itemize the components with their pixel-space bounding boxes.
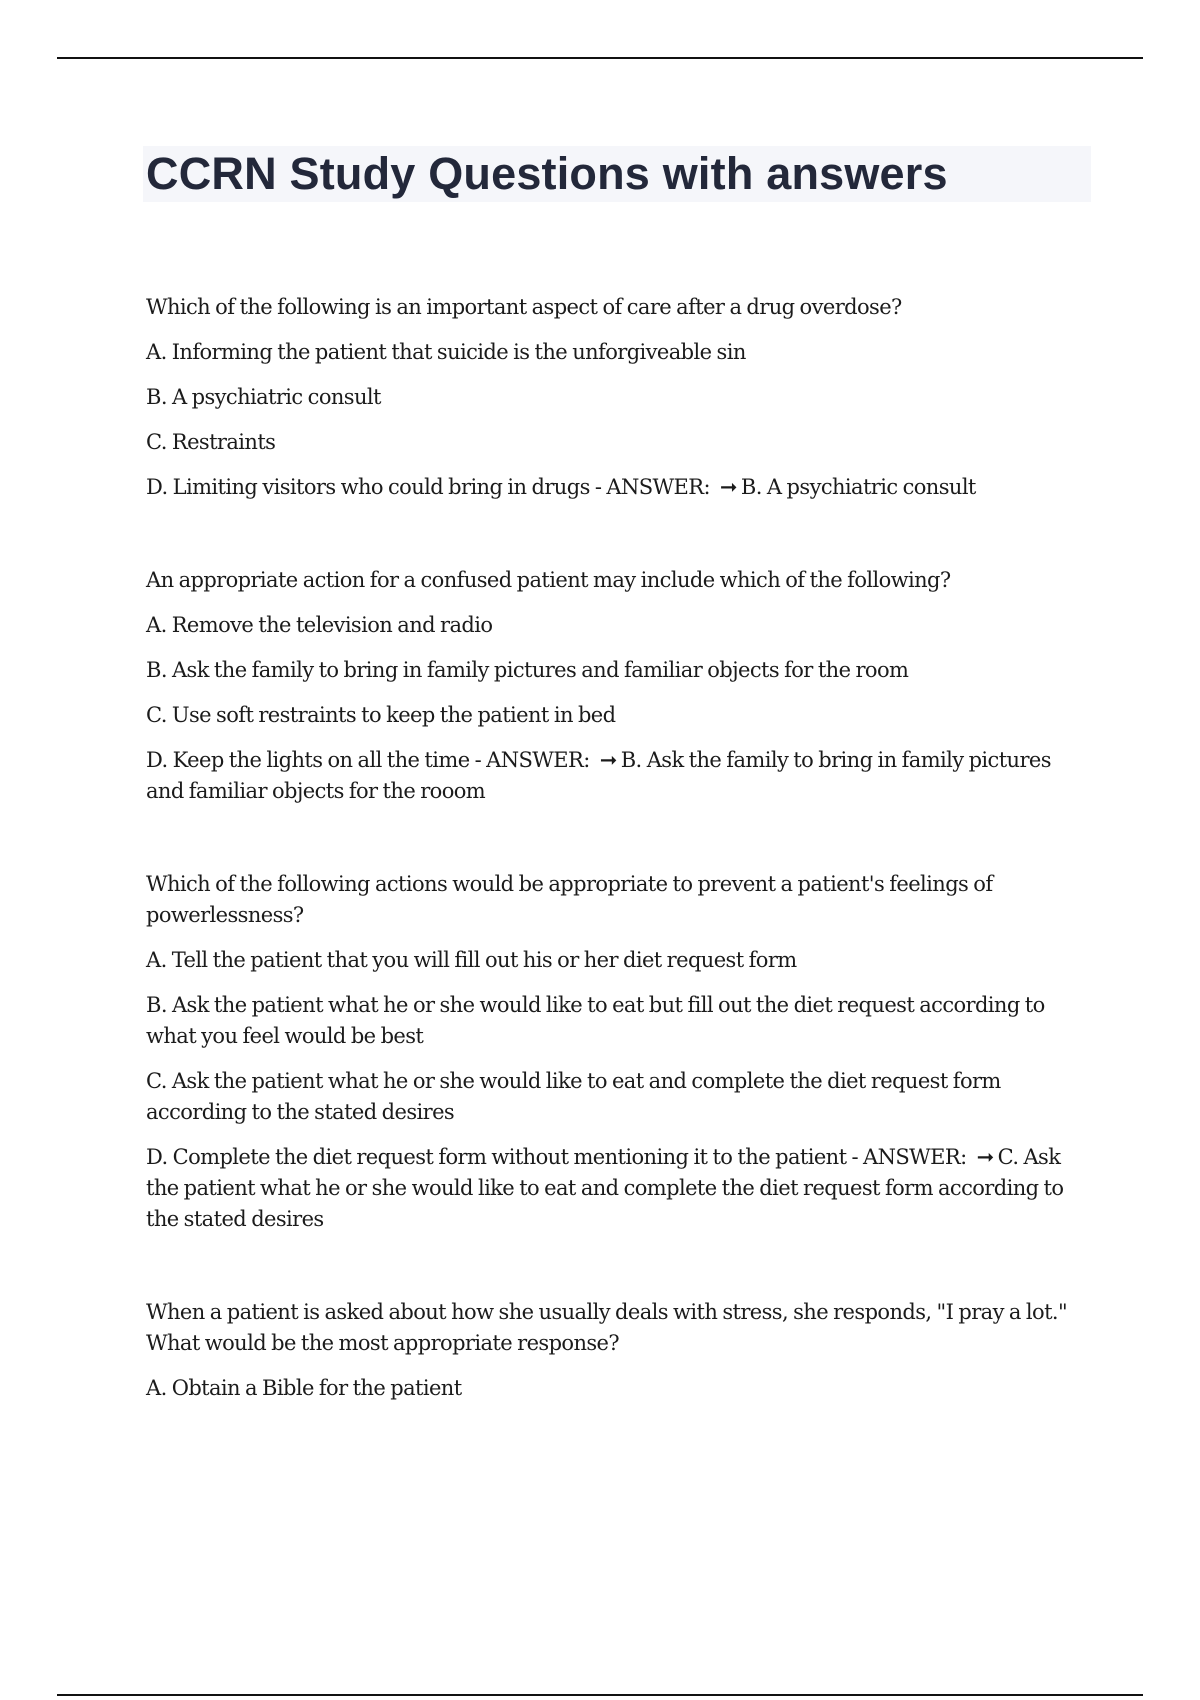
question-block: [146, 565, 1086, 807]
question-text: When a patient is asked about how she usually deals with stress, she responds, "I pray a lot." What would be the most appropriate response?: [146, 1300, 1068, 1355]
question-text: An appropriate action for a confused patient may include which of the following?: [146, 568, 951, 592]
question-text: Which of the following is an important aspect of care after a drug overdose?: [146, 295, 902, 319]
top-rule: [57, 57, 1143, 59]
option-b: B. Ask the family to bring in family pictures and familiar objects for the room: [146, 658, 909, 682]
bottom-rule: [57, 1694, 1143, 1696]
option-c: C. Restraints: [146, 430, 276, 454]
option-d-with-answer: [146, 745, 1086, 807]
arrow-right-icon: ➞: [599, 748, 617, 772]
option-b: B. Ask the patient what he or she would like to eat but fill out the diet request according to what you feel would be best: [146, 993, 1045, 1048]
question-text: Which of the following actions would be appropriate to prevent a patient's feelings of powerlessness?: [146, 872, 993, 927]
option-a: A. Tell the patient that you will fill out his or her diet request form: [146, 948, 797, 972]
option-d-with-answer: [146, 1142, 1086, 1235]
option-d: D. Limiting visitors who could bring in drugs - ANSWER:: [146, 475, 710, 499]
option-c: C. Use soft restraints to keep the patient in bed: [146, 703, 616, 727]
answer-text: B. Ask the family to bring in family pictures and familiar objects for the rooom: [146, 748, 1051, 803]
question-block: [146, 1297, 1086, 1404]
option-d: D. Complete the diet request form without mentioning it to the patient - ANSWER:: [146, 1145, 967, 1169]
question-block: [146, 869, 1086, 1235]
option-d: D. Keep the lights on all the time - ANSWER:: [146, 748, 590, 772]
option-a: A. Informing the patient that suicide is the unforgiveable sin: [146, 340, 746, 364]
question-block: [146, 292, 1086, 503]
option-a: A. Obtain a Bible for the patient: [146, 1376, 462, 1400]
option-b: B. A psychiatric consult: [146, 385, 381, 409]
option-d-with-answer: [146, 472, 1086, 503]
option-c: C. Ask the patient what he or she would like to eat and complete the diet request form according to the stated desires: [146, 1069, 1001, 1124]
page-title: CCRN Study Questions with answers: [146, 148, 948, 199]
question-list: [146, 292, 1086, 1466]
arrow-right-icon: ➞: [976, 1145, 994, 1169]
option-a: A. Remove the television and radio: [146, 613, 493, 637]
answer-text: B. A psychiatric consult: [740, 475, 976, 499]
arrow-right-icon: ➞: [719, 475, 737, 499]
answer-text: C. Ask the patient what he or she would like to eat and complete the diet request form according to the stated desires: [146, 1145, 1064, 1231]
